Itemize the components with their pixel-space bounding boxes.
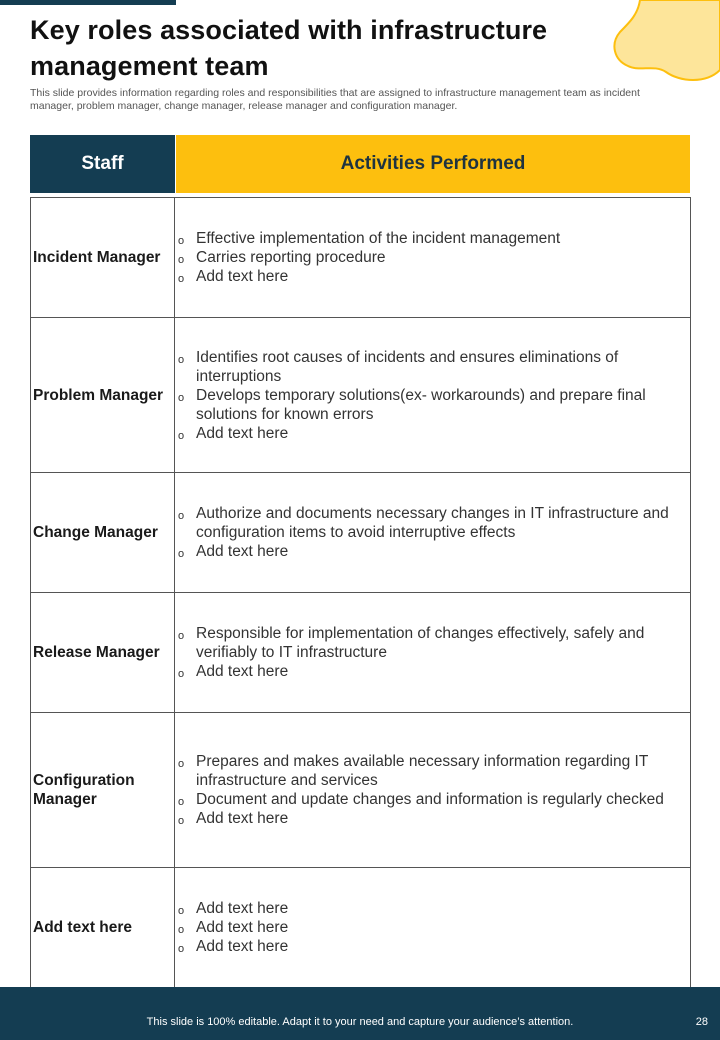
activities-list [175,899,682,956]
top-accent-bar [0,0,176,5]
circle-bullet-icon: o [178,943,185,955]
activity-item [175,267,682,286]
activity-item [175,348,682,386]
activity-text: Develops temporary solutions(ex- workarounds) and prepare final solutions for known errors [196,386,646,423]
activity-text: Identifies root causes of incidents and ensures eliminations of interruptions [196,348,619,385]
activity-item [175,386,682,424]
table-row [31,473,691,593]
staff-cell: Release Manager [31,593,175,712]
footer-bar [0,987,720,1040]
circle-bullet-icon: o [178,905,185,917]
circle-bullet-icon: o [178,391,185,404]
circle-bullet-icon: o [178,758,185,770]
activity-text: Add text here [196,810,289,827]
activity-text: Authorize and documents necessary changes in IT infrastructure and configuration items to avoid interruptive effects [196,505,669,541]
activity-text: Add text here [196,424,289,442]
staff-column-header: Staff [30,135,175,193]
activities-cell [175,473,691,592]
circle-bullet-icon: o [178,254,185,266]
activities-list [175,229,682,286]
activity-text: Effective implementation of the incident management [196,230,561,247]
activities-cell [175,593,691,712]
circle-bullet-icon: o [178,668,185,680]
activity-item [175,918,682,937]
decorative-blob-shape [610,0,720,82]
activity-item [175,542,682,561]
page-number: 28 [695,1016,708,1028]
activities-cell [175,868,691,987]
circle-bullet-icon: o [178,630,185,642]
activity-item [175,504,682,542]
activity-text: Add text here [196,268,289,285]
table-row [31,318,691,473]
circle-bullet-icon: o [178,429,185,442]
activity-text: Add text here [196,663,289,680]
activities-column-header: Activities Performed [176,135,690,193]
activities-list [175,624,682,681]
activities-list [175,504,682,561]
circle-bullet-icon: o [178,235,185,247]
activity-text: Add text here [196,900,289,917]
circle-bullet-icon: o [178,273,185,285]
activities-cell [175,198,691,317]
table-row [31,198,691,318]
activity-text: Responsible for implementation of changes effectively, safely and verifiably to IT infrastructure [196,625,645,661]
activity-item [175,229,682,248]
activities-list [175,752,682,828]
activities-cell [175,318,691,472]
activity-item [175,424,682,443]
activity-item [175,624,682,662]
table-row [31,868,691,988]
table-row [31,713,691,868]
activity-text: Prepares and makes available necessary information regarding IT infrastructure and services [196,753,649,789]
activity-item [175,662,682,681]
activities-list [175,348,682,443]
activity-text: Carries reporting procedure [196,249,386,266]
circle-bullet-icon: o [178,815,185,827]
staff-cell: Configuration Manager [31,713,175,867]
activity-text: Add text here [196,938,289,955]
activity-item [175,809,682,828]
activity-item [175,752,682,790]
activity-item [175,248,682,267]
circle-bullet-icon: o [178,510,185,522]
staff-cell: Incident Manager [31,198,175,317]
page-title: Key roles associated with infrastructure management team [30,15,548,81]
roles-table [30,197,691,988]
circle-bullet-icon: o [178,548,185,560]
activity-text: Add text here [196,543,289,560]
staff-cell: Add text here [31,868,175,987]
staff-cell: Problem Manager [31,318,175,472]
footer-text: This slide is 100% editable. Adapt it to your need and capture your audience’s attention. [146,1016,574,1028]
staff-cell: Change Manager [31,473,175,592]
activity-text: Add text here [196,919,289,936]
activity-text: Document and update changes and information is regularly checked [196,791,664,808]
circle-bullet-icon: o [178,796,185,808]
activities-cell [175,713,691,867]
activity-item [175,790,682,809]
circle-bullet-icon: o [178,924,185,936]
table-row [31,593,691,713]
activity-item [175,899,682,918]
activity-item [175,937,682,956]
page-subtitle: This slide provides information regarding roles and responsibilities that are assigned to infrastructure management team as incident manager, problem manager, change manager, release manager and configuration manager. [30,87,640,112]
circle-bullet-icon: o [178,353,185,366]
